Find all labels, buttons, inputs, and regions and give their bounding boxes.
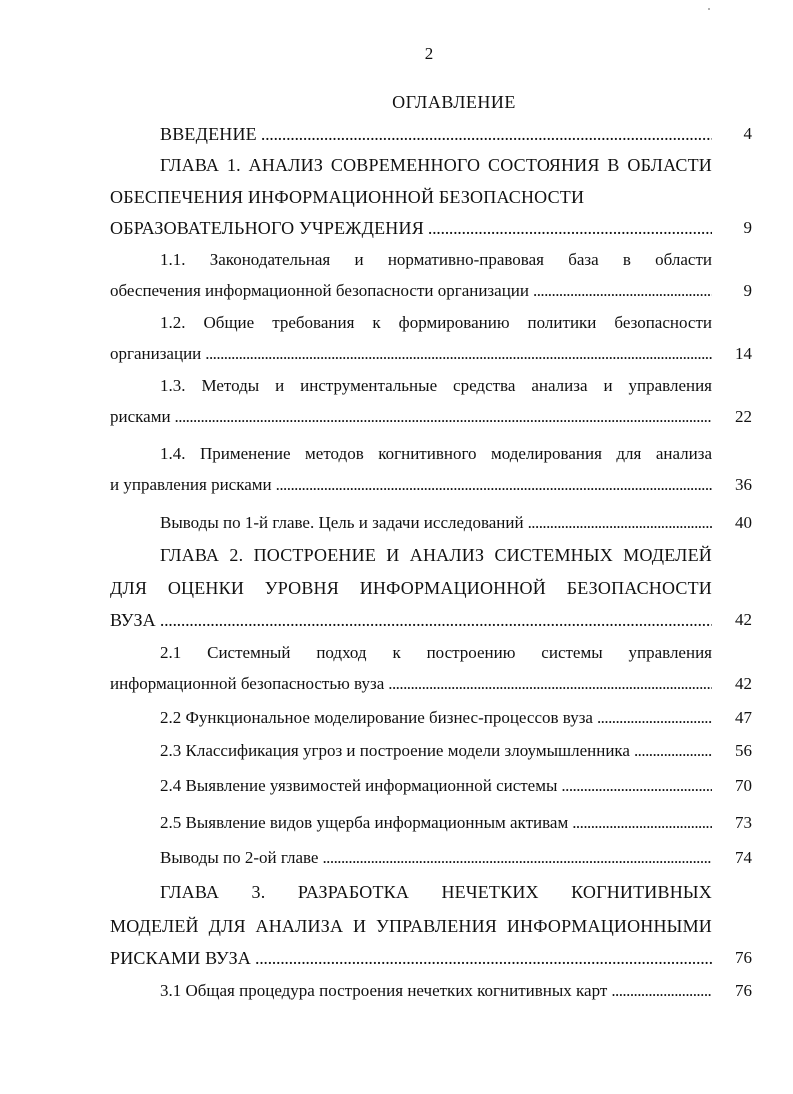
toc-entry-text: 2.5 Выявление видов ущерба информационным активам <box>160 813 569 832</box>
toc-entry-section-1-2[interactable] <box>110 341 712 367</box>
toc-page-number: 14 <box>735 344 752 363</box>
toc-page-number: 22 <box>735 407 752 426</box>
toc-entry-section-2-5[interactable] <box>160 810 712 836</box>
toc-entry-text: организации <box>110 344 202 363</box>
toc-section-1-3-line-1: 1.3. Методы и инструментальные средства анализа и управления <box>160 376 712 395</box>
toc-page-number: 4 <box>743 124 752 143</box>
toc-entry-section-3-1[interactable] <box>160 978 712 1004</box>
toc-page-number: 42 <box>735 610 752 629</box>
dot-leader <box>533 278 712 304</box>
dot-leader <box>322 845 712 871</box>
toc-page-number: 47 <box>735 708 752 727</box>
toc-entry-section-2-3[interactable] <box>160 738 712 764</box>
toc-entry-conclusions-2[interactable] <box>160 845 712 871</box>
toc-entry-conclusions-1[interactable] <box>160 510 712 536</box>
toc-page-number: 70 <box>735 776 752 795</box>
toc-page-number: 9 <box>743 281 752 300</box>
toc-chapter-3-line-2: МОДЕЛЕЙ ДЛЯ АНАЛИЗА И УПРАВЛЕНИЯ ИНФОРМАЦИОННЫМИ <box>110 916 712 936</box>
dot-leader <box>388 671 712 697</box>
dot-leader <box>160 607 712 633</box>
dot-leader <box>561 773 712 799</box>
toc-chapter-1-line-1: ГЛАВА 1. АНАЛИЗ СОВРЕМЕННОГО СОСТОЯНИЯ В ОБЛАСТИ <box>160 155 712 175</box>
page-number: 2 <box>424 44 434 63</box>
scan-speck <box>708 8 710 10</box>
toc-page-number: 36 <box>735 475 752 494</box>
toc-entry-text: ВВЕДЕНИЕ <box>160 124 257 144</box>
dot-leader <box>428 215 712 241</box>
toc-entry-text: ОБРАЗОВАТЕЛЬНОГО УЧРЕЖДЕНИЯ <box>110 218 424 238</box>
toc-entry-section-2-1[interactable] <box>110 671 712 697</box>
toc-page-number: 76 <box>735 948 752 967</box>
dot-leader <box>634 738 712 764</box>
toc-page-number: 74 <box>735 848 752 867</box>
toc-entry-section-1-3[interactable] <box>110 404 712 430</box>
toc-entry-text: 3.1 Общая процедура построения нечетких когнитивных карт <box>160 981 608 1000</box>
toc-entry-section-1-4[interactable] <box>110 472 712 498</box>
toc-entry-text: 2.3 Классификация угроз и построение модели злоумышленника <box>160 741 630 760</box>
toc-entry-chapter-3[interactable] <box>110 945 712 971</box>
dot-leader <box>276 472 712 498</box>
dot-leader <box>528 510 712 536</box>
toc-entry-text: 2.4 Выявление уязвимостей информационной системы <box>160 776 558 795</box>
toc-entry-text: РИСКАМИ ВУЗА <box>110 948 251 968</box>
toc-title: ОГЛАВЛЕНИЕ <box>392 92 516 112</box>
toc-entry-section-2-4[interactable] <box>160 773 712 799</box>
toc-section-1-4-line-1: 1.4. Применение методов когнитивного моделирования для анализа <box>160 444 712 463</box>
dot-leader <box>175 404 712 430</box>
toc-page-number: 40 <box>735 513 752 532</box>
dot-leader <box>597 705 712 731</box>
toc-entry-text: информационной безопасностью вуза <box>110 674 385 693</box>
dot-leader <box>261 121 712 147</box>
toc-section-1-1-line-1: 1.1. Законодательная и нормативно-правовая база в области <box>160 250 712 269</box>
toc-page-number: 9 <box>743 218 752 237</box>
toc-chapter-2-line-1: ГЛАВА 2. ПОСТРОЕНИЕ И АНАЛИЗ СИСТЕМНЫХ МОДЕЛЕЙ <box>160 545 712 565</box>
toc-entry-introduction[interactable] <box>160 121 712 147</box>
toc-section-1-2-line-1: 1.2. Общие требования к формированию политики безопасности <box>160 313 712 332</box>
toc-section-2-1-line-1: 2.1 Системный подход к построению системы управления <box>160 643 712 662</box>
toc-entry-text: обеспечения информационной безопасности организации <box>110 281 529 300</box>
toc-entry-chapter-2[interactable] <box>110 607 712 633</box>
toc-page-number: 76 <box>735 981 752 1000</box>
toc-page-number: 56 <box>735 741 752 760</box>
toc-page-number: 73 <box>735 813 752 832</box>
toc-entry-text: и управления рисками <box>110 475 272 494</box>
toc-chapter-3-line-1: ГЛАВА 3. РАЗРАБОТКА НЕЧЕТКИХ КОГНИТИВНЫХ <box>160 882 712 902</box>
toc-entry-text: рисками <box>110 407 171 426</box>
toc-entry-section-1-1[interactable] <box>110 278 712 304</box>
dot-leader <box>572 810 712 836</box>
toc-entry-text: 2.2 Функциональное моделирование бизнес-процессов вуза <box>160 708 593 727</box>
toc-entry-chapter-1[interactable] <box>110 215 712 241</box>
dot-leader <box>255 945 712 971</box>
toc-entry-text: ВУЗА <box>110 610 156 630</box>
toc-entry-section-2-2[interactable] <box>160 705 712 731</box>
dot-leader <box>611 978 712 1004</box>
toc-chapter-2-line-2: ДЛЯ ОЦЕНКИ УРОВНЯ ИНФОРМАЦИОННОЙ БЕЗОПАСНОСТИ <box>110 578 712 598</box>
toc-page-number: 42 <box>735 674 752 693</box>
toc-entry-text: Выводы по 2-ой главе <box>160 848 319 867</box>
toc-entry-text: Выводы по 1-й главе. Цель и задачи исследований <box>160 513 524 532</box>
dot-leader <box>205 341 712 367</box>
toc-chapter-1-line-2: ОБЕСПЕЧЕНИЯ ИНФОРМАЦИОННОЙ БЕЗОПАСНОСТИ <box>110 187 585 207</box>
